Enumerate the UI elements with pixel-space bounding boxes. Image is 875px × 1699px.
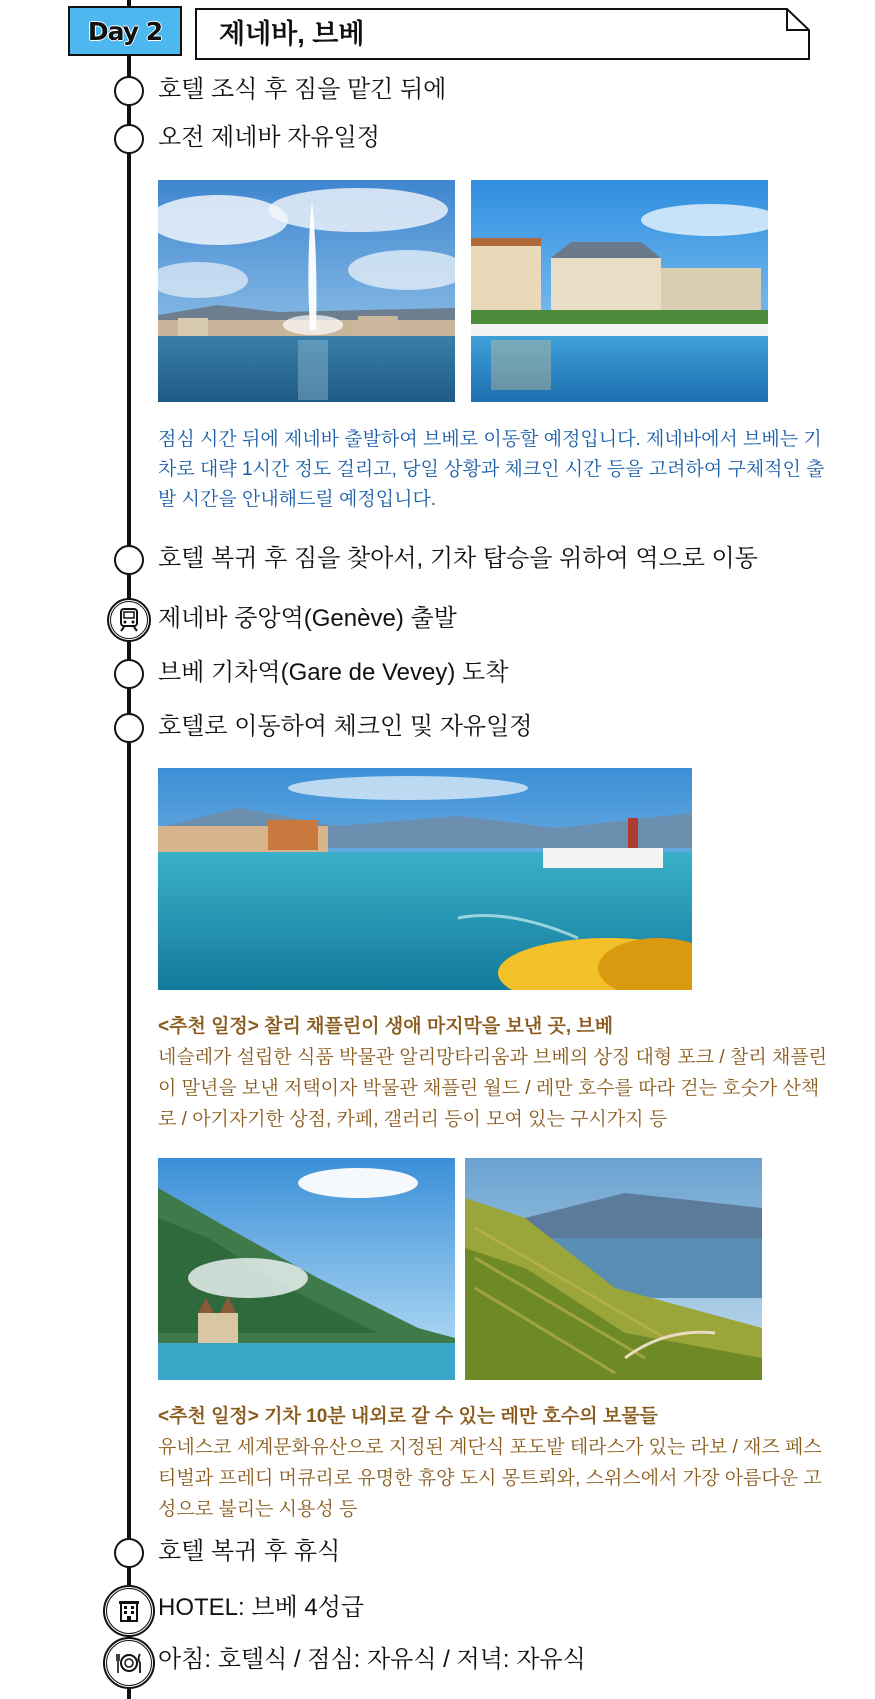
timeline-node bbox=[114, 124, 144, 154]
recommendation-1-title: <추천 일정> 찰리 채플린이 생애 마지막을 보낸 곳, 브베 bbox=[158, 1016, 614, 1037]
timeline-node bbox=[114, 76, 144, 106]
recommendation-2-title: <추천 일정> 기차 10분 내외로 갈 수 있는 레만 호수의 보물들 bbox=[158, 1406, 658, 1427]
item-checkin: 호텔로 이동하여 체크인 및 자유일정 bbox=[158, 713, 533, 740]
photo-lavaux-vineyards bbox=[465, 1158, 762, 1380]
day-label: Day 2 bbox=[87, 16, 163, 46]
transfer-note: 점심 시간 뒤에 제네바 출발하여 브베로 이동할 예정입니다. 제네바에서 브베는 기차로 대략 1시간 정도 걸리고, 당일 상황과 체크인 시간 등을 고려하여 구체적인 출발 시간을 안내해드릴 예정입니다. bbox=[158, 429, 825, 510]
timeline-node bbox=[114, 545, 144, 575]
meal-icon bbox=[103, 1637, 155, 1689]
item-meals: 아침: 호텔식 / 점심: 자유식 / 저녁: 자유식 bbox=[158, 1646, 586, 1673]
train-icon bbox=[107, 598, 151, 642]
photo-vevey-lake bbox=[158, 768, 692, 990]
recommendation-1-body: 네슬레가 설립한 식품 박물관 알리망타리움과 브베의 상징 대형 포크 / 찰리 채플린이 말년을 보낸 저택이자 박물관 채플린 월드 / 레만 호수를 따라 걷는 호숫가 산책로 / 아기자기한 상점, 카페, 갤러리 등이 모여 있는 구시가지 등 bbox=[158, 1047, 828, 1130]
item-breakfast: 호텔 조식 후 짐을 맡긴 뒤에 bbox=[158, 76, 447, 103]
timeline-node bbox=[114, 659, 144, 689]
item-geneva-free: 오전 제네바 자유일정 bbox=[158, 124, 380, 151]
timeline-node bbox=[114, 1538, 144, 1568]
photo-chillon-castle bbox=[158, 1158, 455, 1380]
day-badge bbox=[68, 6, 182, 56]
photo-geneva-waterfront bbox=[471, 180, 768, 402]
timeline-line bbox=[127, 0, 131, 1699]
recommendation-2-body: 유네스코 세계문화유산으로 지정된 계단식 포도밭 테라스가 있는 라보 / 재즈 페스티벌과 프레디 머큐리로 유명한 휴양 도시 몽트뢰와, 스위스에서 가장 아름다운 고성으로 불리는 시용성 등 bbox=[158, 1437, 822, 1520]
item-return-hotel-station: 호텔 복귀 후 짐을 찾아서, 기차 탑승을 위하여 역으로 이동 bbox=[158, 545, 758, 572]
item-rest: 호텔 복귀 후 휴식 bbox=[158, 1538, 341, 1565]
photo-geneva-fountain bbox=[158, 180, 455, 402]
page-title: 제네바, 브베 bbox=[219, 19, 365, 49]
item-hotel: HOTEL: 브베 4성급 bbox=[158, 1594, 365, 1621]
hotel-icon bbox=[103, 1585, 155, 1637]
timeline-node bbox=[114, 713, 144, 743]
item-depart-geneva: 제네바 중앙역(Genève) 출발 bbox=[158, 605, 457, 632]
item-arrive-vevey: 브베 기차역(Gare de Vevey) 도착 bbox=[158, 659, 509, 686]
